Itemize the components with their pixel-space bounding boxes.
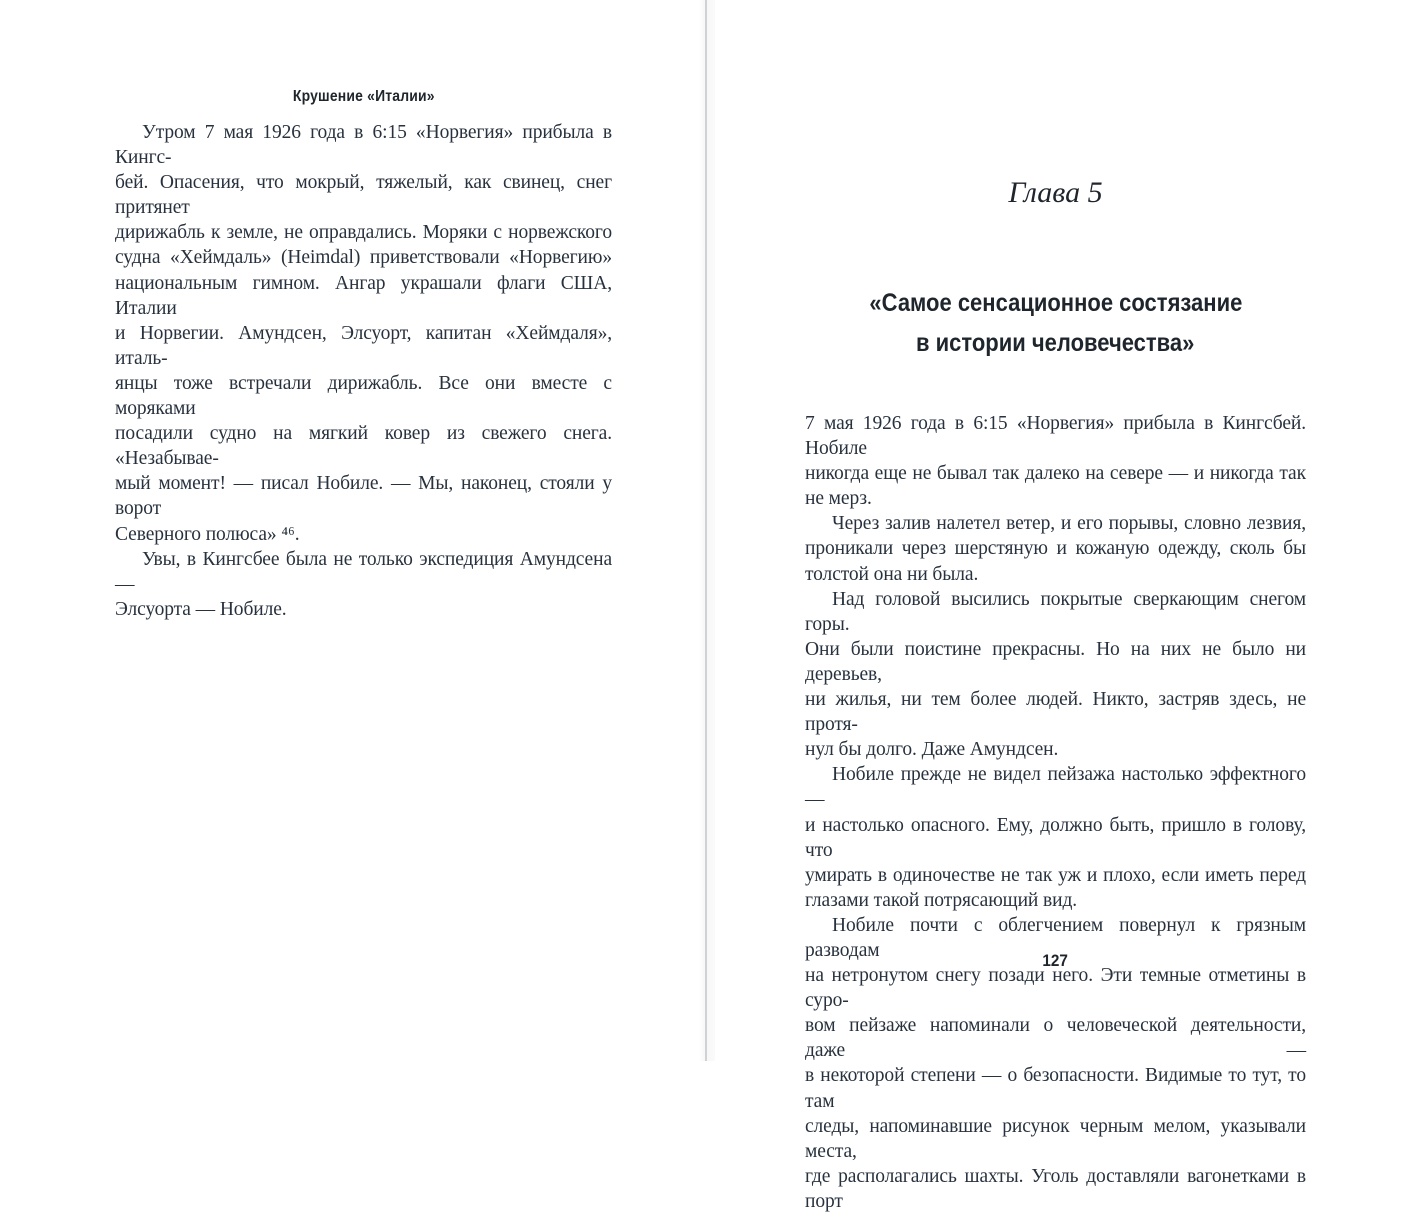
page-number-container — [805, 951, 1306, 971]
text-line: глазами такой потрясающий вид. — [805, 889, 1078, 911]
text-line: национальным гимном. Ангар украшали флаги США, Италии — [115, 272, 612, 319]
text-line: и настолько опасного. Ему, должно быть, пришло в голову, что — [805, 814, 1306, 861]
text-line: где располагались шахты. Уголь доставляли вагонетками в порт — [805, 1165, 1306, 1212]
text-line: Нобиле почти с облегчением повернул к грязным разводам — [805, 914, 1306, 961]
text-line: 7 мая 1926 года в 6:15 «Норвегия» прибыла в Кингсбей. Нобиле — [805, 413, 1306, 460]
chapter-title-line-1: «Самое сенсационное состязание — [869, 289, 1242, 317]
left-page-body-text — [115, 120, 612, 622]
chapter-heading: Глава 5 — [1008, 176, 1103, 209]
text-line: янцы тоже встречали дирижабль. Все они вместе с моряками — [115, 372, 612, 420]
right-page-body-text — [805, 411, 1306, 1214]
text-line: нул бы долго. Даже Амундсен. — [805, 739, 1059, 761]
running-head-container — [115, 88, 612, 106]
text-line: Северного полюса» ⁴⁶. — [115, 523, 300, 545]
page-gutter-divider — [705, 0, 707, 1061]
running-head: Крушение «Италии» — [292, 88, 435, 105]
text-line: в некоторой степени — о безопасности. Видимые то тут, то там — [805, 1065, 1306, 1112]
text-line: дирижабль к земле, не оправдались. Моряки с норвежского — [115, 222, 612, 244]
text-line: толстой она ни была. — [805, 563, 979, 585]
text-line: судна «Хеймдаль» (Heimdal) приветствовали «Норвегию» — [115, 247, 612, 269]
text-line: следы, напоминавшие рисунок черным мелом, указывали места, — [805, 1115, 1306, 1162]
text-line: Через залив налетел ветер, и его порывы, словно лезвия, — [832, 513, 1306, 535]
text-line: и Норвегии. Амундсен, Элсуорт, капитан «Хеймдаля», италь- — [115, 322, 612, 369]
text-line: умирать в одиночестве не так уж и плохо, если иметь перед — [805, 864, 1306, 886]
text-line: посадили судно на мягкий ковер из свежего снега. «Незабывае- — [115, 423, 612, 470]
chapter-title — [805, 285, 1306, 365]
text-line: на нетронутом снегу позади него. Эти темные отметины в суро- — [805, 965, 1306, 1012]
text-line: бей. Опасения, что мокрый, тяжелый, как свинец, снег притянет — [115, 172, 612, 219]
text-line: ни жилья, ни тем более людей. Никто, застряв здесь, не протя- — [805, 689, 1306, 736]
text-line: Утром 7 мая 1926 года в 6:15 «Норвегия» прибыла в Кингс- — [115, 122, 612, 169]
text-line: Над головой высились покрытые сверкающим снегом горы. — [805, 588, 1306, 635]
text-line: проникали через шерстяную и кожаную одежду, сколь бы — [805, 538, 1306, 560]
text-line: Нобиле прежде не видел пейзажа настолько эффектного — — [805, 764, 1306, 811]
text-line: Они были поистине прекрасны. Но на них не было ни деревьев, — [805, 638, 1306, 685]
page-gutter — [699, 0, 715, 1061]
text-line: никогда еще не бывал так далеко на севере — и никогда так — [805, 463, 1306, 485]
text-line: Увы, в Кингсбее была не только экспедиция Амундсена — — [115, 548, 612, 595]
text-line: вом пейзаже напоминали о человеческой деятельности, даже — — [805, 1015, 1306, 1062]
text-line: не мерз. — [805, 488, 872, 510]
text-line: Элсуорта — Нобиле. — [115, 598, 287, 620]
page-number: 127 — [1042, 951, 1069, 970]
chapter-title-line-2: в истории человечества» — [916, 329, 1195, 357]
text-line: мый момент! — писал Нобиле. — Мы, наконец, стояли у ворот — [115, 473, 612, 520]
